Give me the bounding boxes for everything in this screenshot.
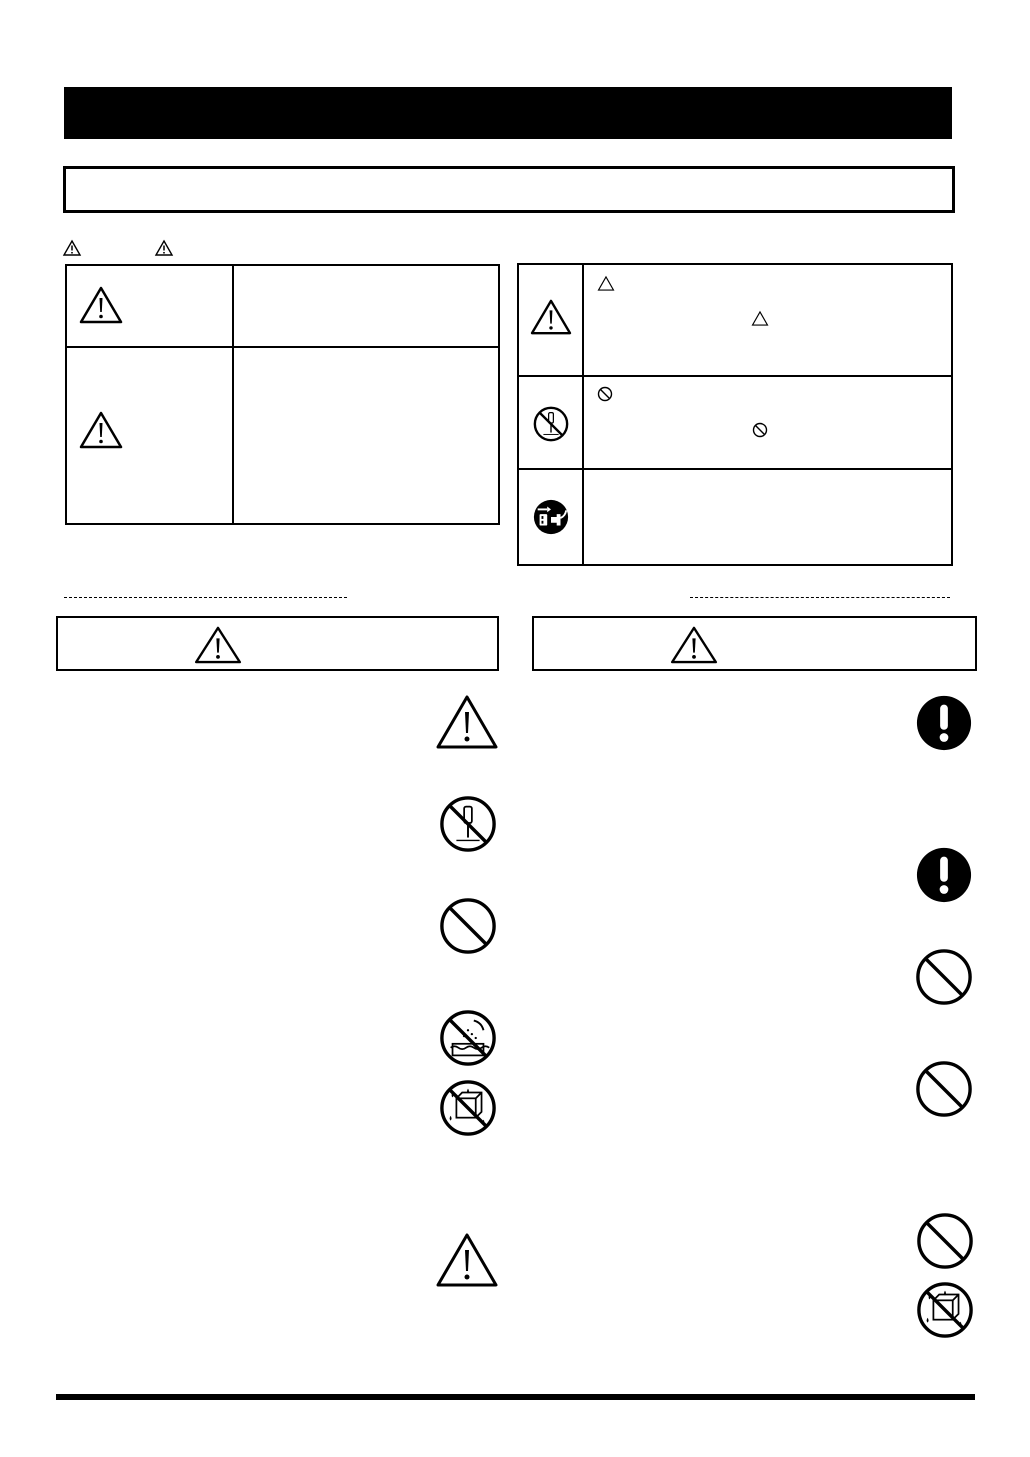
small-triangle-icon [751,311,769,326]
left-symbol-table [65,264,500,525]
subtitle-box [63,166,955,213]
right-dashed-rule [690,597,950,598]
legend-warning-icon [63,240,81,256]
mandatory-action-icon [915,694,973,752]
warning-triangle-icon [670,626,718,664]
right-symbol-table [517,263,953,566]
small-prohibition-icon [752,422,768,438]
unplug-icon [532,498,570,536]
no-disassembly-icon [439,795,497,853]
warning-triangle-icon [79,285,123,325]
legend-caution-icon [155,240,173,256]
caution-triangle-icon [79,410,123,450]
no-water-icon [439,1009,497,1067]
no-disassembly-icon [532,405,570,443]
prohibition-icon [915,1060,973,1118]
caution-triangle-icon [435,694,499,750]
left-section-header [56,616,499,671]
left-dashed-rule [64,597,347,598]
warning-triangle-icon [194,626,242,664]
mandatory-action-icon [915,846,973,904]
prohibition-icon [439,897,497,955]
small-prohibition-icon [597,386,613,402]
no-wet-icon [916,1281,974,1339]
right-section-header [532,616,977,671]
caution-triangle-icon [530,298,572,336]
page-title-bar [64,87,952,139]
no-wet-icon [439,1079,497,1137]
small-triangle-icon [597,276,615,291]
bottom-rule [56,1394,975,1400]
caution-triangle-icon [435,1232,499,1288]
prohibition-icon [916,1212,974,1270]
prohibition-icon [915,948,973,1006]
